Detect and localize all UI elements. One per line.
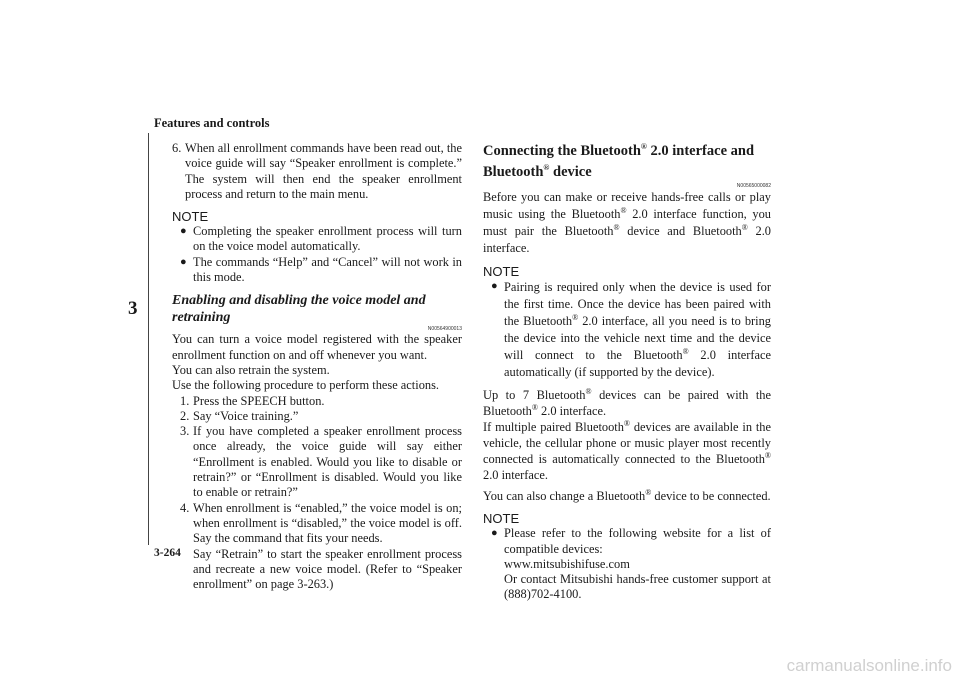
- paragraph: You can also change a Bluetooth® device to be connected.: [483, 487, 771, 503]
- note-text: Pairing is required only when the device is used for the first time. Once the device has been paired with the Bluetooth® 2.0 interface, all you need is to bring the device into the vehicle next time and the device will connect to the Bluetooth® 2.0 interface automatically (if supported by the device).: [504, 280, 772, 379]
- paragraph: Up to 7 Bluetooth® devices can be paired with the Bluetooth® 2.0 interface.: [483, 386, 771, 418]
- chapter-tab: 3: [128, 298, 138, 319]
- note-bullet: [180, 224, 462, 255]
- step-1: 1. Press the SPEECH button.: [180, 393, 325, 408]
- step-text: When all enrollment commands have been read out, the voice guide will say “Speaker enrollment is complete.” The system will then end the speaker enrollment process and return to the main menu.: [185, 141, 462, 201]
- right-column: [483, 141, 771, 603]
- note-bullet: [491, 526, 771, 602]
- note-bullet: [180, 255, 462, 286]
- intro-paragraph: You can also retrain the system.: [172, 362, 330, 377]
- section-heading: Connecting the Bluetooth® 2.0 interface and Bluetooth® device: [483, 142, 755, 180]
- website-link[interactable]: www.mitsubishifuse.com: [504, 556, 630, 571]
- bullet-icon: ●: [491, 527, 498, 540]
- note-label: NOTE: [483, 511, 520, 527]
- note-text: Completing the speaker enrollment process will turn on the voice model automatically.: [193, 224, 462, 254]
- paragraph: Before you can make or receive hands-free calls or play music using the Bluetooth® 2.0 interface function, you must pair the Bluetooth® device and Bluetooth® 2.0 interface.: [483, 190, 771, 255]
- intro-paragraph: Use the following procedure to perform these actions.: [172, 378, 440, 393]
- step-text: When enrollment is “enabled,” the voice model is on; when enrollment is “disabled,” the voice model is off. Say the command that fits your needs.: [193, 500, 462, 546]
- bullet-icon: ●: [491, 280, 498, 292]
- note-label: NOTE: [172, 209, 209, 225]
- section-heading: Enabling and disabling the voice model and retraining: [172, 293, 426, 326]
- page-number: 3-264: [154, 547, 181, 559]
- note-bullet: [491, 279, 771, 381]
- step-4: 4. When enrollment is “enabled,” the voice model is on; when enrollment is “disabled,” the voice model is off. Say the command that fits your needs. Say “Retrain” to start the speaker enrollment process and recreate a new voice model. (Refer to “Speaker enrollment” on page 3-263.): [180, 500, 462, 592]
- step-2: 2. Say “Voice training.”: [180, 408, 299, 423]
- section-code: N00564900013: [427, 326, 462, 333]
- note-label: NOTE: [483, 264, 520, 279]
- step-number: 6.: [172, 141, 182, 155]
- watermark: carmanualsonline.info: [786, 656, 952, 675]
- step-6: [172, 141, 462, 202]
- bullet-icon: ●: [180, 225, 187, 238]
- chapter-divider: [148, 133, 149, 545]
- note-text: The commands “Help” and “Cancel” will not work in this mode.: [193, 254, 462, 285]
- left-column: [172, 141, 462, 592]
- step-text-extra: Say “Retrain” to start the speaker enrollment process and recreate a new voice model. (Refer to “Speaker enrollment” on page 3-263.): [193, 546, 462, 592]
- note-text: Or contact Mitsubishi hands-free customer support at (888)702-4100.: [504, 572, 771, 602]
- note-text: Please refer to the following website for a list of compatible devices:: [504, 526, 771, 556]
- section-code: N00565000082: [736, 183, 771, 189]
- paragraph: If multiple paired Bluetooth® devices are available in the vehicle, the cellular phone or music player most recently connected is automatically connected to the Bluetooth® 2.0 interface.: [483, 418, 771, 482]
- intro-paragraph: You can turn a voice model registered with the speaker enrollment function on and off whenever you want.: [172, 332, 462, 362]
- bullet-icon: ●: [180, 255, 187, 268]
- step-3: 3. If you have completed a speaker enrollment process once already, the voice guide will say either “Enrollment is enabled. Would you like to disable or retrain?” or “Enrollment is disabled. Would you like to enable or retrain?”: [180, 424, 462, 500]
- section-header: Features and controls: [154, 116, 270, 130]
